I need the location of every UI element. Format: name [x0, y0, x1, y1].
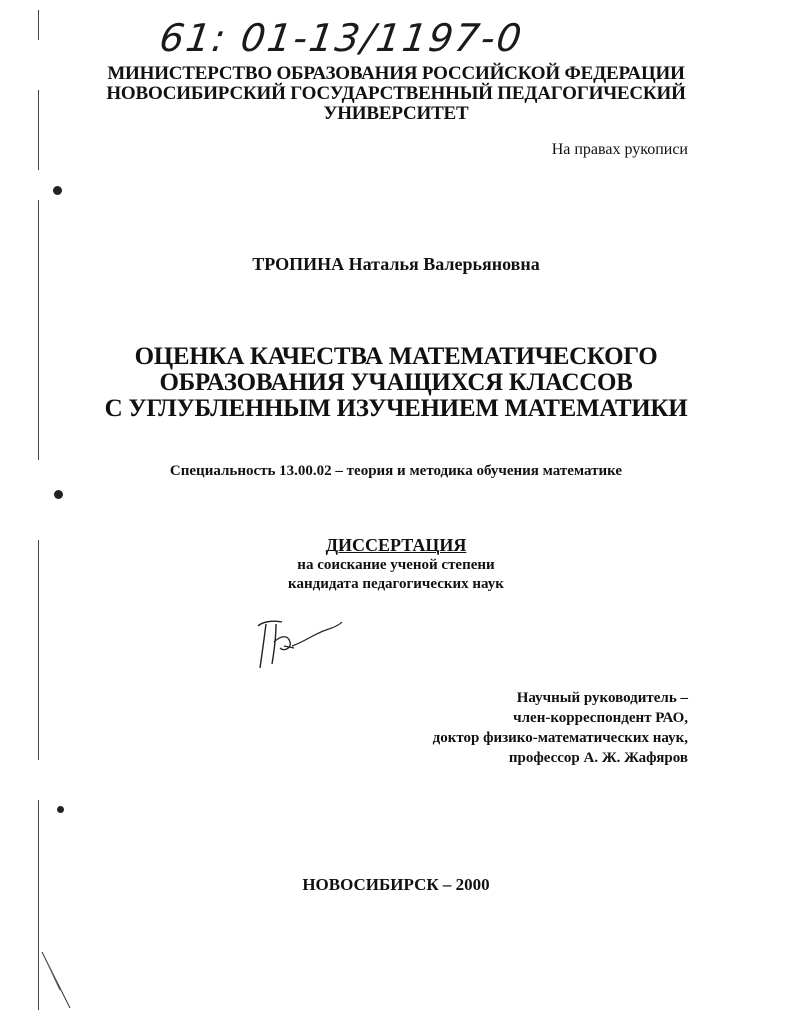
manuscript-note: На правах рукописи [551, 141, 688, 158]
dissertation-label: ДИССЕРТАЦИЯ [325, 535, 467, 555]
ministry-line: МИНИСТЕРСТВО ОБРАЗОВАНИЯ РОССИЙСКОЙ ФЕДЕРАЦИИ [107, 63, 685, 84]
advisor-line: член-корреспондент РАО, [513, 710, 688, 726]
author-name: ТРОПИНА Наталья Валерьяновна [252, 254, 540, 274]
city-year: НОВОСИБИРСК – 2000 [302, 875, 490, 894]
ministry-line: НОВОСИБИРСКИЙ ГОСУДАРСТВЕННЫЙ ПЕДАГОГИЧЕСКИЙ [106, 83, 686, 104]
archive-code: 61: 01-13/1197-0 [156, 16, 527, 60]
degree-line: кандидата педагогических наук [288, 576, 504, 592]
scan-artifact-lines [40, 950, 80, 1010]
scan-margin-line [38, 800, 39, 1010]
punch-hole-dot [54, 490, 63, 499]
title-line: С УГЛУБЛЕННЫМ ИЗУЧЕНИЕМ МАТЕМАТИКИ [104, 395, 688, 422]
specialty: Специальность 13.00.02 – теория и методика обучения математике [169, 463, 623, 479]
advisor-line: профессор А. Ж. Жафяров [508, 750, 688, 766]
scan-margin-line [38, 540, 39, 760]
signature [248, 612, 348, 674]
scan-margin-line [38, 10, 39, 40]
scan-margin-line [38, 90, 39, 170]
advisor-line: Научный руководитель – [516, 690, 688, 706]
dissertation-title [60, 344, 732, 422]
punch-hole-dot [53, 186, 62, 195]
ministry-header [60, 64, 732, 124]
degree-line: на соискание ученой степени [297, 557, 495, 573]
scan-margin-line [38, 200, 39, 460]
title-line: ОБРАЗОВАНИЯ УЧАЩИХСЯ КЛАССОВ [159, 369, 633, 396]
advisor-line: доктор физико-математических наук, [432, 730, 688, 746]
title-line: ОЦЕНКА КАЧЕСТВА МАТЕМАТИЧЕСКОГО [134, 343, 658, 370]
punch-hole-dot [57, 806, 64, 813]
ministry-line: УНИВЕРСИТЕТ [323, 103, 469, 124]
